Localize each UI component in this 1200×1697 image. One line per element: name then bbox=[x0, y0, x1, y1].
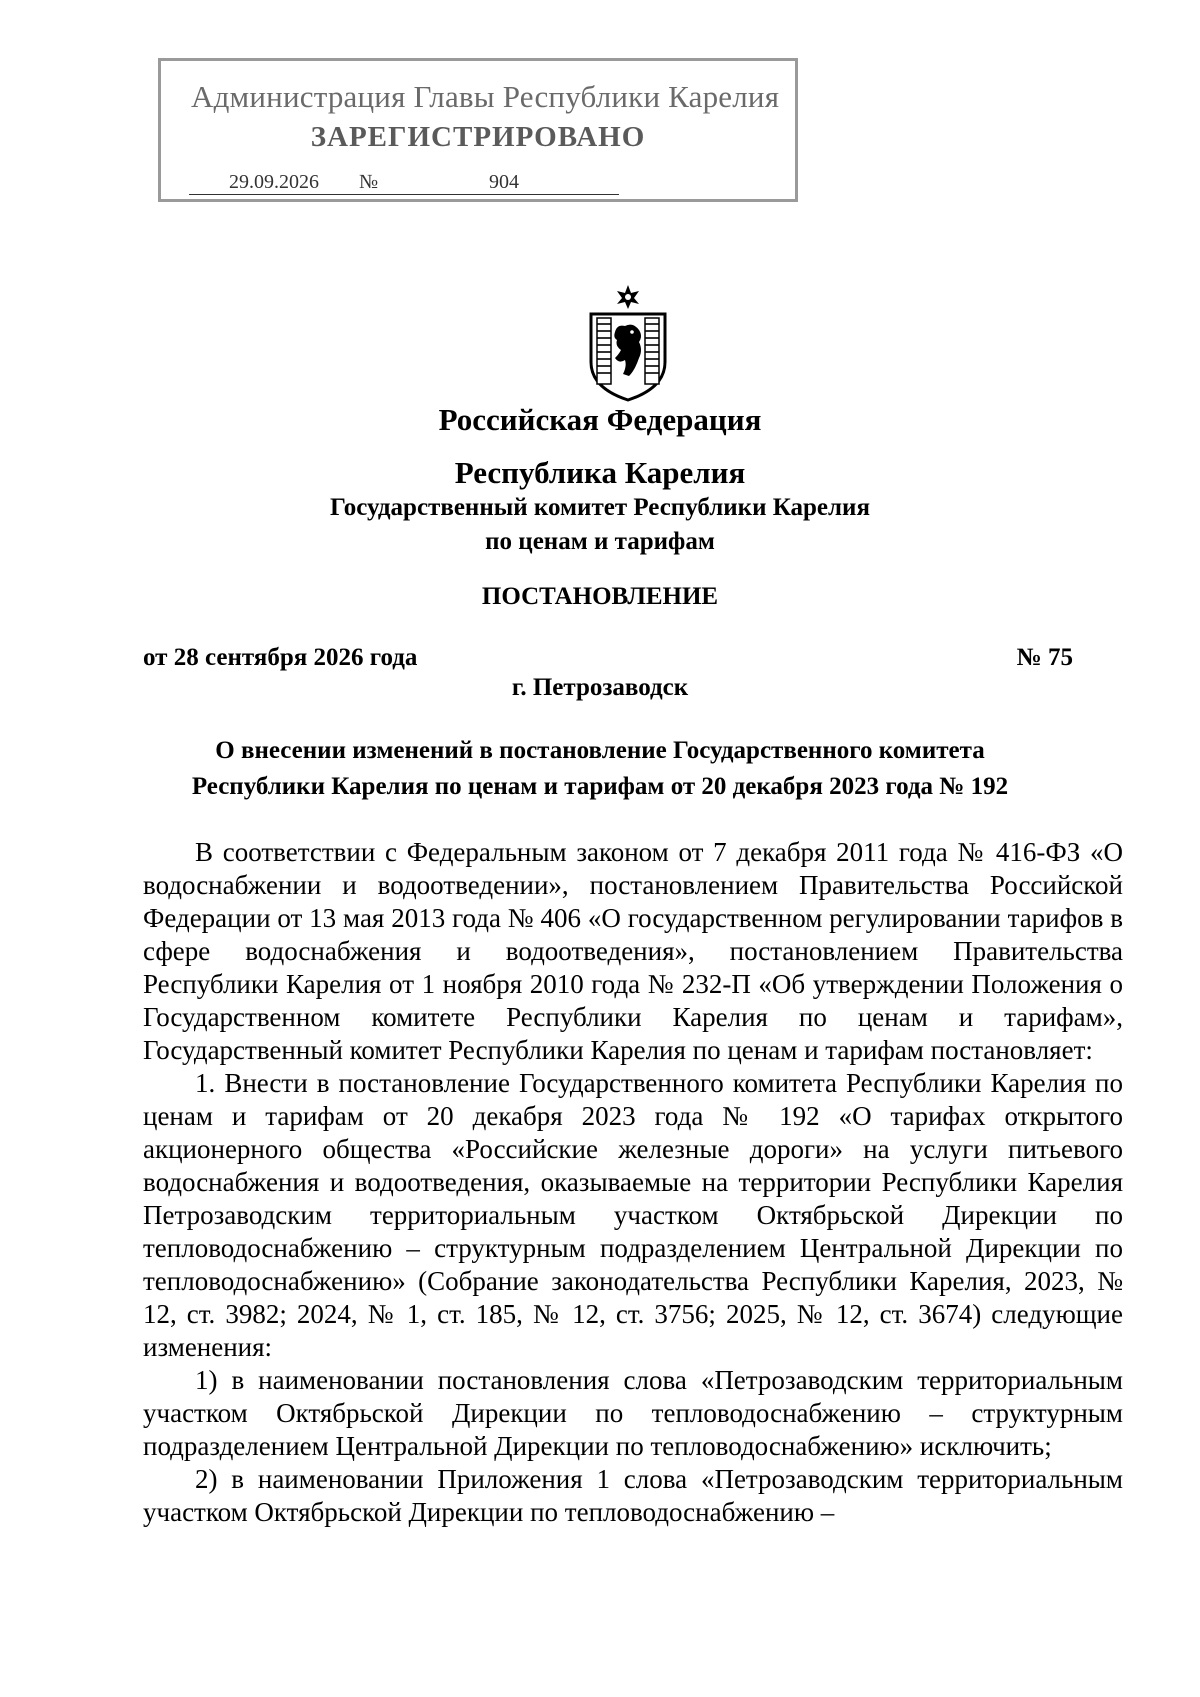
document-number: № 75 bbox=[1016, 644, 1073, 671]
document-date: от 28 сентября 2026 года bbox=[143, 644, 418, 671]
stamp-registration-line bbox=[189, 171, 619, 195]
country-heading: Российская Федерация bbox=[438, 402, 762, 437]
stamp-status: ЗАРЕГИСТРИРОВАНО bbox=[310, 121, 646, 153]
document-body bbox=[143, 836, 1123, 1529]
document-title-line1: О внесении изменений в постановление Государственного комитета bbox=[215, 737, 985, 764]
stamp-date: 29.09.2026 bbox=[189, 171, 359, 195]
stamp-number: 904 bbox=[389, 171, 619, 195]
registration-stamp bbox=[158, 58, 798, 202]
stamp-authority: Администрация Главы Республики Карелия bbox=[191, 79, 780, 114]
stamp-number-sign: № bbox=[359, 171, 389, 195]
document-title-line2: Республики Карелия по ценам и тарифам от 20 декабря 2023 года № 192 bbox=[191, 773, 1009, 800]
republic-heading: Республика Карелия bbox=[454, 455, 746, 490]
preamble-paragraph: В соответствии с Федеральным законом от 7 декабря 2011 года № 416-ФЗ «О водоснабжении и водоотведении», постановлением Правительства Российской Федерации от 13 мая 2013 года № 406 «О государственном регулировании тарифов в сфере водоснабжения и водоотведения», постановлением Правительства Республики Карелия от 1 ноября 2010 года № 232-П «Об утверждении Положения о Государственном комитете Республики Карелия по ценам и тарифам», Государственный комитет Республики Карелия по ценам и тарифам постановляет: bbox=[143, 837, 1123, 1065]
item-1-paragraph: 1. Внести в постановление Государственного комитета Республики Карелия по ценам и тарифам от 20 декабря 2023 года № 192 «О тарифах открытого акционерного общества «Российские железные дороги» на услуги питьевого водоснабжения и водоотведения, оказываемые на территории Республики Карелия Петрозаводским территориальным участком Октябрьской Дирекции по тепловодоснабжению – структурным подразделением Центральной Дирекции по тепловодоснабжению» (Собрание законодательства Республики Карелия, 2023, № 12, ст. 3982; 2024, № 1, ст. 185, № 12, ст. 3756; 2025, № 12, ст. 3674) следующие изменения: bbox=[143, 1068, 1123, 1362]
committee-heading-line1: Государственный комитет Республики Карелия bbox=[330, 494, 870, 521]
document-city: г. Петрозаводск bbox=[511, 674, 689, 701]
item-1-2-paragraph: 2) в наименовании Приложения 1 слова «Петрозаводским территориальным участком Октябрьской Дирекции по тепловодоснабжению – bbox=[143, 1464, 1123, 1527]
document-type: ПОСТАНОВЛЕНИЕ bbox=[481, 583, 719, 610]
karelia-coat-of-arms-icon bbox=[583, 284, 673, 402]
committee-heading-line2: по ценам и тарифам bbox=[485, 528, 715, 555]
item-1-1-paragraph: 1) в наименовании постановления слова «Петрозаводским территориальным участком Октябрьской Дирекции по тепловодоснабжению – структурным подразделением Центральной Дирекции по тепловодоснабжению» исключить; bbox=[143, 1365, 1123, 1461]
